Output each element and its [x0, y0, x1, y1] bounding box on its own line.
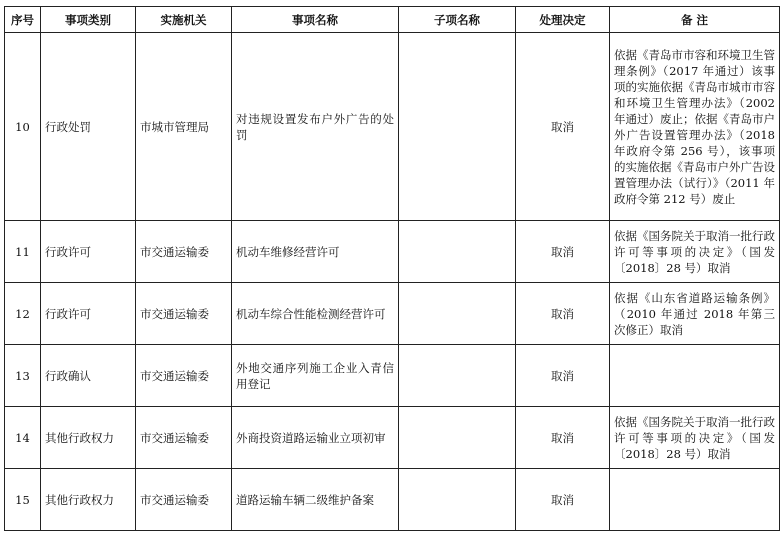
table-row: [5, 33, 780, 221]
cell-category: 行政处罚: [41, 33, 136, 221]
cell-agency: 市交通运输委: [136, 283, 232, 345]
cell-subitem: [399, 469, 516, 531]
cell-agency: 市交通运输委: [136, 407, 232, 469]
cell-agency: 市城市管理局: [136, 33, 232, 221]
cell-subitem: [399, 407, 516, 469]
cell-seq: 13: [5, 345, 41, 407]
cell-agency: 市交通运输委: [136, 345, 232, 407]
cell-subitem: [399, 345, 516, 407]
cell-decision: 取消: [516, 283, 610, 345]
cell-seq: 10: [5, 33, 41, 221]
cell-seq: 15: [5, 469, 41, 531]
cell-item: 对违规设置发布户外广告的处罚: [232, 33, 399, 221]
header-agency: 实施机关: [136, 7, 232, 33]
header-subitem: 子项名称: [399, 7, 516, 33]
table-row: [5, 407, 780, 469]
cell-item: 外商投资道路运输业立项初审: [232, 407, 399, 469]
header-row: [5, 7, 780, 33]
header-note: 备 注: [610, 7, 780, 33]
cell-agency: 市交通运输委: [136, 469, 232, 531]
cell-seq: 11: [5, 221, 41, 283]
cell-category: 行政许可: [41, 283, 136, 345]
table-row: [5, 283, 780, 345]
table-row: [5, 221, 780, 283]
cell-note: 依据《青岛市市容和环境卫生管理条例》（2017 年通过）该事项的实施依据《青岛市城市市容和环境卫生管理办法》（2002 年通过）废止；依据《青岛市户外广告设置管理办法》（2018 年政府令第 256 号），该事项的实施依据《青岛市户外广告设置管理办法（试行）》（2011 年政府令第 212 号）废止: [610, 33, 780, 221]
cell-note: 依据《国务院关于取消一批行政许可等事项的决定》（国发〔2018〕28 号）取消: [610, 221, 780, 283]
cell-item: 机动车综合性能检测经营许可: [232, 283, 399, 345]
cell-category: 行政确认: [41, 345, 136, 407]
cell-decision: 取消: [516, 469, 610, 531]
table-row: [5, 345, 780, 407]
header-item: 事项名称: [232, 7, 399, 33]
header-seq: 序号: [5, 7, 41, 33]
cell-category: 其他行政权力: [41, 407, 136, 469]
cell-subitem: [399, 221, 516, 283]
header-category: 事项类别: [41, 7, 136, 33]
table-row: [5, 469, 780, 531]
cell-agency: 市交通运输委: [136, 221, 232, 283]
cell-category: 其他行政权力: [41, 469, 136, 531]
cell-decision: 取消: [516, 33, 610, 221]
cell-note: [610, 345, 780, 407]
cell-note: [610, 469, 780, 531]
cell-decision: 取消: [516, 407, 610, 469]
cell-category: 行政许可: [41, 221, 136, 283]
cell-decision: 取消: [516, 345, 610, 407]
cell-note: 依据《山东省道路运输条例》（2010 年通过 2018 年第三次修正）取消: [610, 283, 780, 345]
cell-seq: 14: [5, 407, 41, 469]
cell-subitem: [399, 283, 516, 345]
cell-decision: 取消: [516, 221, 610, 283]
cell-item: 外地交通序列施工企业入青信用登记: [232, 345, 399, 407]
cell-seq: 12: [5, 283, 41, 345]
header-decision: 处理决定: [516, 7, 610, 33]
matters-table: [4, 6, 780, 531]
cell-item: 道路运输车辆二级维护备案: [232, 469, 399, 531]
cell-subitem: [399, 33, 516, 221]
cell-item: 机动车维修经营许可: [232, 221, 399, 283]
cell-note: 依据《国务院关于取消一批行政许可等事项的决定》（国发〔2018〕28 号）取消: [610, 407, 780, 469]
